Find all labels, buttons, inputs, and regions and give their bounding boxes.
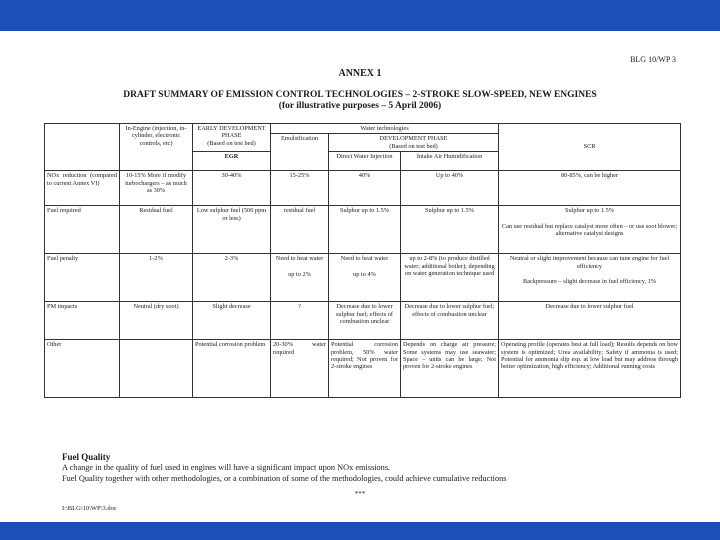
top-frame-bar — [0, 0, 720, 31]
file-path: I:\BLG\10\WP\3.doc — [62, 505, 117, 512]
cell-direct-water — [329, 254, 401, 302]
header-water-technologies: Water technologies — [271, 124, 499, 134]
cell-direct-water: Sulphur up to 1.5% — [329, 206, 401, 254]
cell-egr: Potential corrosion problem — [193, 340, 271, 398]
direct-water-penalty-note: Need to heat water — [340, 255, 389, 263]
cell-emulsification: 15-25% — [271, 171, 329, 206]
emulsification-penalty-value: up to 2% — [288, 270, 311, 278]
cell-in-engine: Neutral (dry soot) — [120, 302, 193, 340]
scr-penalty-backpressure: Backpressure – slight decrease in fuel efficiency, 1% — [523, 278, 657, 286]
scr-fuel-sulphur: Sulphur up to 1.5% — [565, 207, 615, 215]
row-label-fuel-penalty: Fuel penalty — [45, 254, 120, 302]
cell-intake-air: Decrease due to lower sulphur fuel; effects of combustion unclear — [401, 302, 499, 340]
header-development-phase-sub: (Based on test bed) — [389, 142, 438, 150]
cell-in-engine — [120, 340, 193, 398]
cell-intake-air: up to 2-8% (to produce distilled water; additional boiler); depending on water generation technique used — [401, 254, 499, 302]
header-corner-cell — [45, 124, 120, 171]
header-in-engine: In-Engine (injection, in-cylinder, electronic controls, etc) — [120, 124, 193, 171]
header-egr: EGR — [193, 152, 271, 171]
cell-direct-water: Potential corrosion problem, 50% water required; Not proven for 2-stroke engines — [329, 340, 401, 398]
header-scr: SCR — [499, 124, 681, 171]
header-early-development-label: EARLY DEVELOPMENT PHASE — [197, 125, 266, 140]
document-title — [0, 90, 720, 112]
header-intake-air: Intake Air Humidification — [401, 152, 499, 171]
document-reference: BLG 10/WP 3 — [630, 55, 676, 64]
cell-scr: Operating profile (operates best at full load); Results depends on how system is optimized; Urea availability; Safety if ammonia is used; Potential for ammonia slip esp. at low load but may address through better optimization, high efficiency; Additional running costs — [499, 340, 681, 398]
cell-direct-water: Decrease due to lower sulphur fuel; effects of combustion unclear — [329, 302, 401, 340]
cell-egr: Slight decrease — [193, 302, 271, 340]
title-line-2: (for illustrative purposes – 5 April 2006) — [278, 101, 442, 111]
title-line-1: DRAFT SUMMARY OF EMISSION CONTROL TECHNOLOGIES – 2-STROKE SLOW-SPEED, NEW ENGINES — [123, 90, 597, 100]
table-row — [45, 340, 681, 398]
emulsification-penalty-note: Need to heat water — [275, 255, 324, 263]
emission-technologies-table — [44, 123, 681, 398]
document-page — [0, 31, 720, 522]
header-emulsification: Emulsification — [271, 134, 329, 171]
cell-in-engine: 10-15% More if modify turbochargers – as much as 30% — [120, 171, 193, 206]
scr-penalty-tuning: Neutral or slight improvement because can tune engine for fuel efficiency — [509, 255, 670, 270]
cell-emulsification — [271, 254, 329, 302]
section-separator: *** — [354, 490, 366, 498]
header-early-development-sub: (Based on test bed) — [207, 139, 256, 147]
cell-egr: 30-40% — [193, 171, 271, 206]
cell-intake-air: Sulphur up to 1.5% — [401, 206, 499, 254]
cell-scr: Decrease due to lower sulphur fuel — [499, 302, 681, 340]
fuel-quality-line-1: A change in the quality of fuel used in engines will have a significant impact upon NOx emissions. — [62, 463, 391, 472]
cell-in-engine: 1-2% — [120, 254, 193, 302]
header-development-phase — [329, 134, 499, 152]
cell-intake-air: Depends on charge air pressure; Some systems may use seawater; Space – units can be large; Not proven for 2-stroke engines — [401, 340, 499, 398]
table-row — [45, 302, 681, 340]
cell-scr — [499, 254, 681, 302]
row-label-nox: NOx reduction (compared to current Annex VI) — [45, 171, 120, 206]
cell-egr: 2-3% — [193, 254, 271, 302]
cell-in-engine: Residual fuel — [120, 206, 193, 254]
scr-fuel-residual: Can use residual but replace catalyst more often – or use soot blower; alternative catalyst designs — [501, 222, 678, 238]
cell-egr: Low sulphur fuel (500 ppm or less) — [193, 206, 271, 254]
fuel-quality-line-2: Fuel Quality together with other methodologies, or a combination of some of the methodologies, could achieve cumulative reductions — [62, 474, 507, 483]
table-row — [45, 171, 681, 206]
header-early-development — [193, 124, 271, 152]
cell-direct-water: 40% — [329, 171, 401, 206]
cell-scr: 80-85%, can be higher — [499, 171, 681, 206]
bottom-frame-bar — [0, 522, 720, 540]
row-label-pm-impacts: PM impacts — [45, 302, 120, 340]
cell-intake-air: Up to 40% — [401, 171, 499, 206]
annex-heading: ANNEX 1 — [338, 68, 382, 79]
header-direct-water: Direct Water Injection — [329, 152, 401, 171]
cell-scr — [499, 206, 681, 254]
row-label-other: Other — [45, 340, 120, 398]
table-row — [45, 254, 681, 302]
cell-emulsification: ? — [271, 302, 329, 340]
direct-water-penalty-value: up to 4% — [353, 270, 376, 278]
fuel-quality-heading: Fuel Quality — [62, 452, 111, 462]
table-row — [45, 206, 681, 254]
header-development-phase-label: DEVELOPMENT PHASE — [379, 135, 448, 143]
cell-emulsification: 20-30% water required — [271, 340, 329, 398]
cell-emulsification: residual fuel — [271, 206, 329, 254]
row-label-fuel-required: Fuel required — [45, 206, 120, 254]
